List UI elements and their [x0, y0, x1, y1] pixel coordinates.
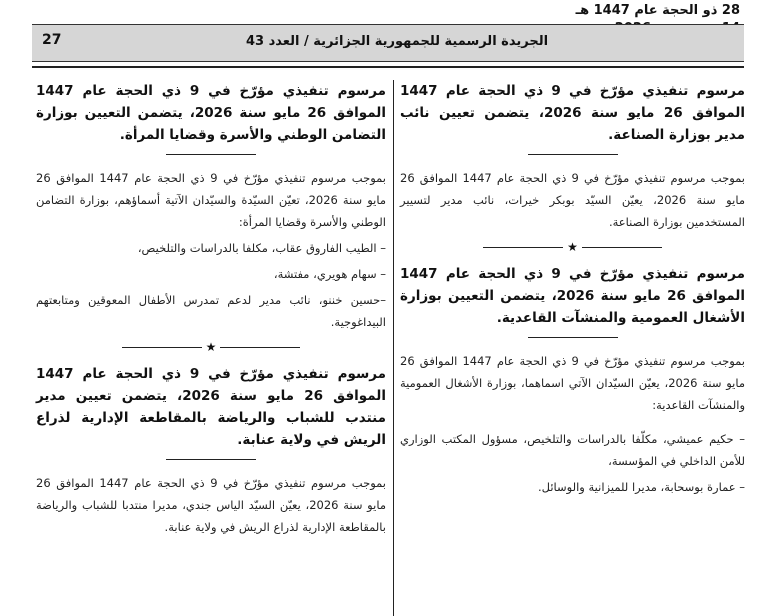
decree-intro: بموجب مرسوم تنفيذي مؤرّخ في 9 ذي الحجة عام 1447 الموافق 26 مايو سنة 2026، تعيّن السيّدة والسيّدان الآتية أسماؤهم، بوزارة التضامن الوطني والأسرة وقضايا المرأة: [36, 171, 386, 229]
decree-intro: بموجب مرسوم تنفيذي مؤرّخ في 9 ذي الحجة عام 1447 الموافق 26 مايو سنة 2026، يعيّن السيّدان الآتي اسماهما، بوزارة الأشغال العمومية والمنشآت القاعدية: [400, 354, 746, 412]
page-header [32, 0, 744, 68]
right-column [400, 80, 745, 502]
short-divider [528, 154, 618, 155]
list-item: – حكيم عميشي، مكلّفا بالدراسات والتلخيص، مسؤول المكتب الوزاري للأمن الداخلي في المؤسسة، [400, 432, 745, 468]
decree-title: مرسوم تنفيذي مؤرّخ في 9 ذي الحجة عام 1447 الموافق 26 مايو سنة 2026، يتضمن تعيين نائب مدير بوزارة الصناعة. [400, 83, 745, 143]
decree-title: مرسوم تنفيذي مؤرّخ في 9 ذي الحجة عام 1447 الموافق 26 مايو سنة 2026، يتضمن تعيين مدير منتدب للشباب والرياضة بالمقاطعة الإدارية لذراع الريش في ولاية عنابة. [36, 366, 386, 448]
left-column [36, 80, 386, 538]
list-item: – الطيب الفاروق عقاب، مكلفا بالدراسات والتلخيص، [137, 241, 386, 255]
short-divider [528, 337, 618, 338]
separator-line [122, 347, 202, 348]
star-icon: ★ [567, 240, 578, 254]
page-number: 27 [42, 32, 62, 48]
star-separator [36, 341, 386, 353]
date-hijri: 28 ذو الحجة عام 1447 هـ [575, 3, 740, 18]
column-divider [393, 80, 394, 616]
list-item: – عمارة بوسحابة، مديرا للميزانية والوسائل. [537, 480, 745, 494]
short-divider [166, 154, 256, 155]
short-divider [166, 459, 256, 460]
journal-title: الجريدة الرسمية للجمهورية الجزائرية / العدد 43 [245, 34, 549, 49]
separator-line [483, 247, 563, 248]
list-item: – سهام هويري، مفتشة، [273, 267, 386, 281]
decree-body: بموجب مرسوم تنفيذي مؤرّخ في 9 ذي الحجة عام 1447 الموافق 26 مايو سنة 2026، يعيّن السيّد الياس جندي، مديرا منتدبا للشباب والرياضة بالمقاطعة الإدارية لذراع الريش في ولاية عنابة. [36, 476, 386, 534]
decree-body: بموجب مرسوم تنفيذي مؤرّخ في 9 ذي الحجة عام 1447 الموافق 26 مايو سنة 2026، يعيّن السيّد بوبكر خيرات، نائب مدير لتسيير المستخدمين بوزارة الصناعة. [400, 171, 745, 229]
star-icon: ★ [205, 340, 217, 354]
separator-line [582, 247, 662, 248]
separator-line [220, 347, 300, 348]
decree-title: مرسوم تنفيذي مؤرّخ في 9 ذي الحجة عام 1447 الموافق 26 مايو سنة 2026، يتضمن التعيين بوزارة التضامن الوطني والأسرة وقضايا المرأة. [36, 83, 386, 143]
decree-title: مرسوم تنفيذي مؤرّخ في 9 ذي الحجة عام 1447 الموافق 26 مايو سنة 2026، يتضمن التعيين بوزارة الأشغال العمومية والمنشآت القاعدية. [400, 266, 745, 326]
star-separator [400, 241, 745, 253]
list-item: –حسين خننو، نائب مدير لدعم تمدرس الأطفال المعوقين ومتابعتهم البيداغوجية. [36, 293, 386, 329]
